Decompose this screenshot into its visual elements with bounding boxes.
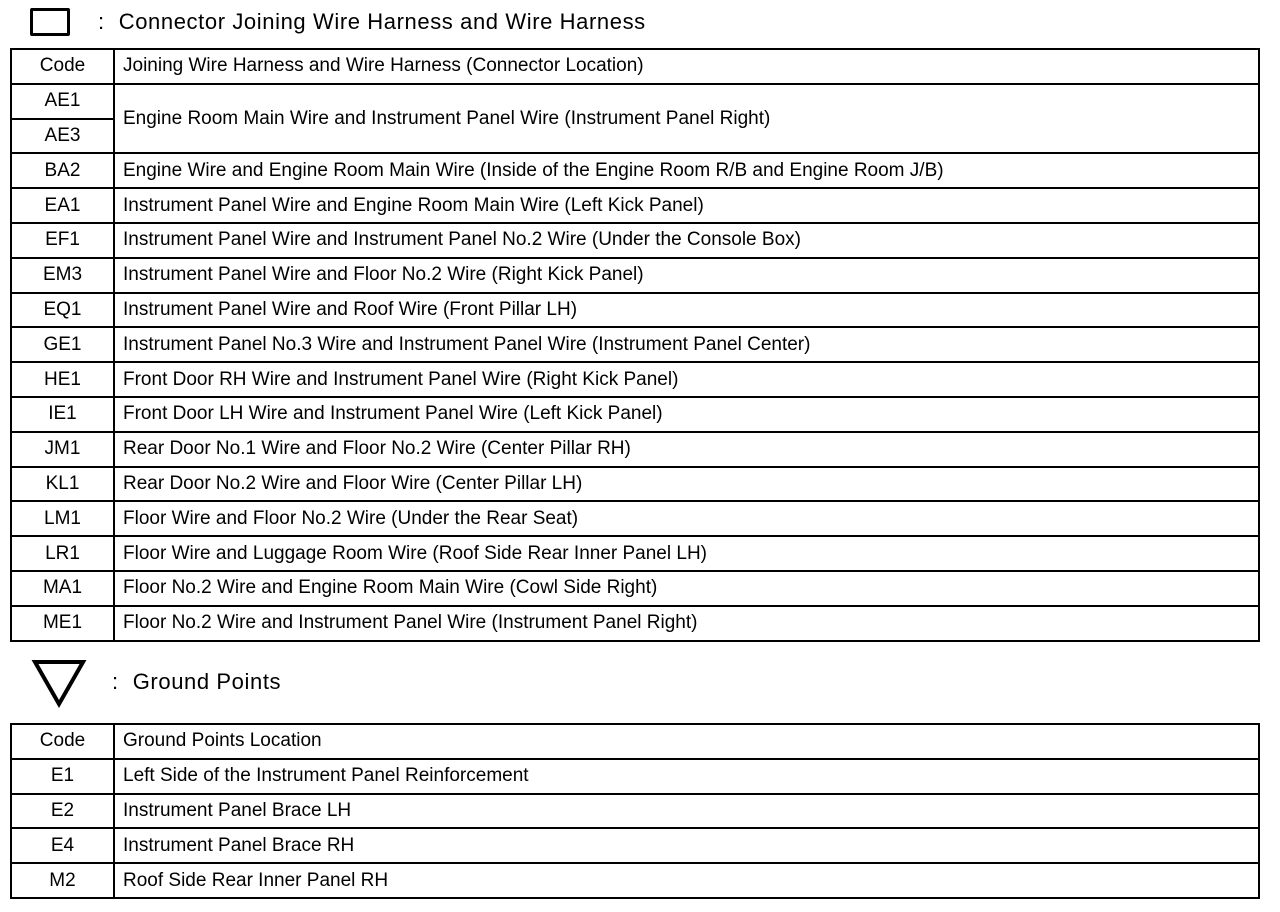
row-code: JM1 xyxy=(11,432,114,467)
row-code: IE1 xyxy=(11,397,114,432)
rectangle-icon xyxy=(30,8,70,36)
table-row xyxy=(11,223,1259,258)
code-column-header: Code xyxy=(11,724,114,759)
connector-section-title: Connector Joining Wire Harness and Wire Harness xyxy=(118,9,646,34)
row-location: Front Door RH Wire and Instrument Panel Wire (Right Kick Panel) xyxy=(114,362,1259,397)
row-code: BA2 xyxy=(11,153,114,188)
connector-heading-separator: : xyxy=(98,9,105,34)
row-location: Instrument Panel Wire and Instrument Panel No.2 Wire (Under the Console Box) xyxy=(114,223,1259,258)
table-row xyxy=(11,501,1259,536)
table-row xyxy=(11,794,1259,829)
location-column-header: Ground Points Location xyxy=(114,724,1259,759)
table-row xyxy=(11,153,1259,188)
row-location: Instrument Panel Brace LH xyxy=(114,794,1259,829)
row-location: Floor No.2 Wire and Engine Room Main Wire (Cowl Side Right) xyxy=(114,571,1259,606)
row-code: EM3 xyxy=(11,258,114,293)
table-row xyxy=(11,467,1259,502)
row-code: EA1 xyxy=(11,188,114,223)
row-code: EF1 xyxy=(11,223,114,258)
row-location: Instrument Panel No.3 Wire and Instrument Panel Wire (Instrument Panel Center) xyxy=(114,327,1259,362)
row-location: Instrument Panel Wire and Engine Room Main Wire (Left Kick Panel) xyxy=(114,188,1259,223)
row-location: Front Door LH Wire and Instrument Panel Wire (Left Kick Panel) xyxy=(114,397,1259,432)
row-code: EQ1 xyxy=(11,293,114,328)
table-header-row xyxy=(11,724,1259,759)
row-location: Instrument Panel Wire and Roof Wire (Front Pillar LH) xyxy=(114,293,1259,328)
code-column-header: Code xyxy=(11,49,114,84)
table-row xyxy=(11,397,1259,432)
row-code: HE1 xyxy=(11,362,114,397)
row-code: MA1 xyxy=(11,571,114,606)
inverted-triangle-icon xyxy=(30,656,88,708)
row-code: GE1 xyxy=(11,327,114,362)
connector-section-heading xyxy=(30,2,646,42)
location-column-header: Joining Wire Harness and Wire Harness (Connector Location) xyxy=(114,49,1259,84)
row-location: Engine Wire and Engine Room Main Wire (Inside of the Engine Room R/B and Engine Room J/B) xyxy=(114,153,1259,188)
row-code: KL1 xyxy=(11,467,114,502)
row-location: Floor No.2 Wire and Instrument Panel Wire (Instrument Panel Right) xyxy=(114,606,1259,641)
table-row xyxy=(11,759,1259,794)
ground-heading-separator: : xyxy=(112,669,119,694)
table-row xyxy=(11,258,1259,293)
row-code: LR1 xyxy=(11,536,114,571)
table-row xyxy=(11,536,1259,571)
row-location: Floor Wire and Floor No.2 Wire (Under the Rear Seat) xyxy=(114,501,1259,536)
ground-points-table xyxy=(10,723,1260,899)
row-location: Instrument Panel Brace RH xyxy=(114,828,1259,863)
row-code: E1 xyxy=(11,759,114,794)
connector-table xyxy=(10,48,1260,642)
row-location: Left Side of the Instrument Panel Reinforcement xyxy=(114,759,1259,794)
row-code: ME1 xyxy=(11,606,114,641)
row-location: Engine Room Main Wire and Instrument Panel Wire (Instrument Panel Right) xyxy=(114,84,1259,154)
table-row xyxy=(11,571,1259,606)
row-code: E2 xyxy=(11,794,114,829)
row-location: Rear Door No.1 Wire and Floor No.2 Wire (Center Pillar RH) xyxy=(114,432,1259,467)
row-code: E4 xyxy=(11,828,114,863)
table-row xyxy=(11,432,1259,467)
table-header-row xyxy=(11,49,1259,84)
table-row xyxy=(11,293,1259,328)
table-row xyxy=(11,327,1259,362)
row-code: M2 xyxy=(11,863,114,898)
row-code: AE3 xyxy=(11,119,114,154)
ground-section-title: Ground Points xyxy=(132,669,282,694)
row-location: Rear Door No.2 Wire and Floor Wire (Center Pillar LH) xyxy=(114,467,1259,502)
row-location: Floor Wire and Luggage Room Wire (Roof Side Rear Inner Panel LH) xyxy=(114,536,1259,571)
table-row xyxy=(11,84,1259,119)
row-location: Roof Side Rear Inner Panel RH xyxy=(114,863,1259,898)
table-row xyxy=(11,606,1259,641)
table-row xyxy=(11,362,1259,397)
row-code: AE1 xyxy=(11,84,114,119)
row-location: Instrument Panel Wire and Floor No.2 Wire (Right Kick Panel) xyxy=(114,258,1259,293)
table-row xyxy=(11,863,1259,898)
table-row xyxy=(11,188,1259,223)
ground-section-heading xyxy=(30,662,281,702)
row-code: LM1 xyxy=(11,501,114,536)
table-row xyxy=(11,828,1259,863)
